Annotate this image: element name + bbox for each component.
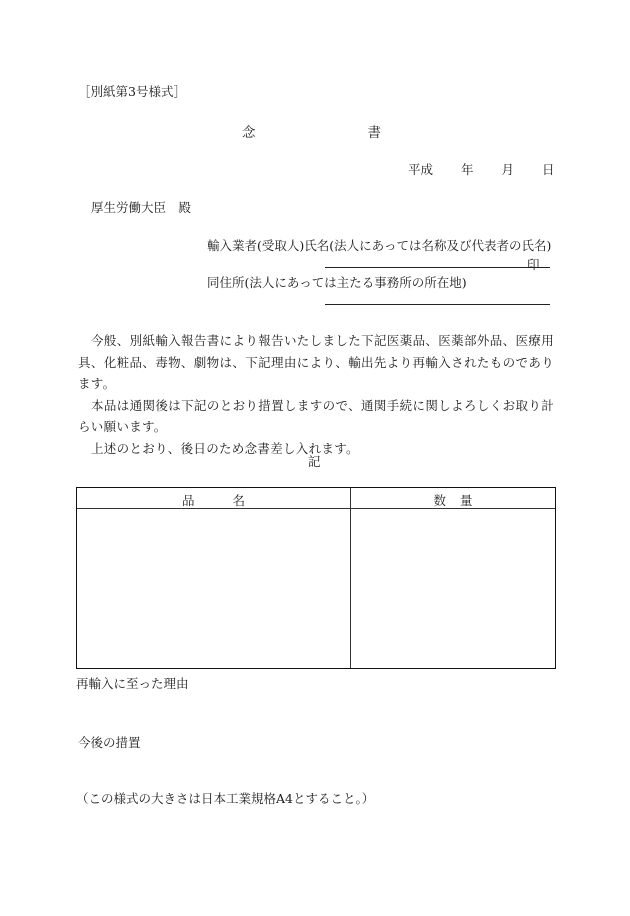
address-signature-line [325, 304, 550, 305]
date-day: 日 [542, 162, 555, 177]
header-product-name-char-1: 品 [181, 493, 195, 508]
body-text [78, 330, 554, 459]
applicant-name-label: 輸入業者(受取人)氏名(法人にあっては名称及び代表者の氏名) [207, 238, 552, 253]
applicant-address-label: 同住所(法人にあっては主たる事務所の所在地) [207, 275, 467, 290]
items-table [76, 487, 556, 669]
table-column-divider [350, 488, 351, 668]
body-paragraph-3: 上述のとおり、後日のため念書差し入れます。 [91, 440, 359, 456]
header-product-name [77, 491, 350, 509]
addressee: 厚生労働大臣 殿 [91, 200, 192, 215]
header-quantity [351, 491, 555, 509]
date-line [408, 160, 555, 178]
body-paragraph-1: 今般、別紙輸入報告書により報告いたしました下記医薬品、医薬部外品、医療用具、化粧品、毒物、劇物は、下記理由により、輸出先より再輸入されたものであります。 [78, 333, 554, 391]
title-char-2: 書 [367, 125, 381, 141]
format-note: （この様式の大きさは日本工業規格A4とすること。） [76, 791, 375, 806]
document-title [242, 121, 381, 141]
date-month: 月 [501, 162, 515, 177]
header-quantity-char-1: 数 [433, 493, 446, 508]
header-product-name-char-2: 名 [232, 493, 246, 508]
seal-mark: 印 [527, 257, 540, 272]
future-measures-label: 今後の措置 [78, 735, 141, 750]
date-era: 平成 [408, 162, 434, 177]
name-signature-line [325, 267, 550, 268]
body-paragraph-2: 本品は通関後は下記のとおり措置しますので、通関手続に関しよろしくお取り計らい願います。 [78, 397, 554, 434]
form-number: ［別紙第3号様式］ [78, 84, 186, 99]
ki-heading: 記 [308, 454, 321, 469]
reason-label: 再輸入に至った理由 [76, 676, 189, 691]
header-quantity-char-2: 量 [460, 493, 473, 508]
date-year: 年 [461, 162, 474, 177]
title-char-1: 念 [242, 125, 256, 141]
